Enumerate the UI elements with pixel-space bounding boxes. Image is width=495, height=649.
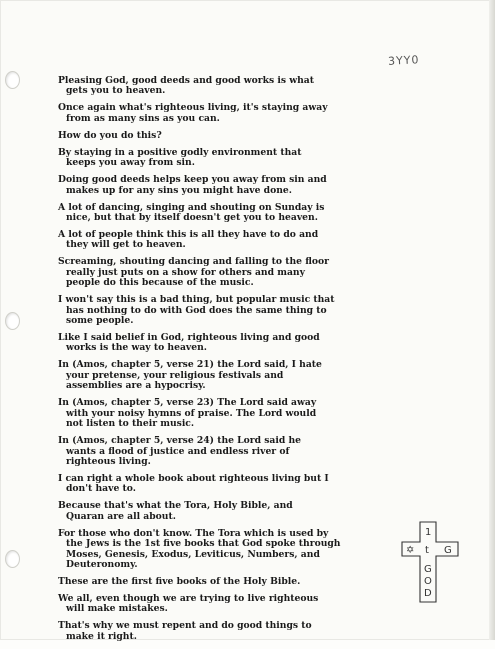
text-line: will make mistakes. (66, 603, 168, 615)
text-line: Screaming, shouting dancing and falling to the floor (58, 256, 329, 268)
text-line: works is the way to heaven. (66, 342, 207, 354)
text-line: Once again what's righteous living, it's staying away (58, 102, 328, 114)
text-line: That's why we must repent and do good things to (58, 620, 312, 632)
binder-hole-middle (6, 313, 19, 329)
paragraph (58, 76, 418, 97)
paragraph (58, 577, 418, 587)
text-line: with your noisy hymns of praise. The Lord would (66, 407, 317, 419)
text-line: These are the first five books of the Holy Bible. (58, 575, 301, 587)
text-line: make it right. (66, 630, 137, 642)
text-line: has nothing to do with God does the same thing to (66, 304, 327, 316)
text-line: Moses, Genesis, Exodus, Leviticus, Numbers, and (66, 548, 320, 560)
text-line: nice, but that by itself doesn't get you to heaven. (66, 212, 318, 224)
text-line: keeps you away from sin. (66, 157, 195, 169)
text-line: We all, even though we are trying to live righteous (58, 592, 319, 604)
body-text (58, 76, 418, 649)
cross-middle-text: t (425, 545, 429, 556)
paragraph (58, 295, 418, 326)
text-line: wants a flood of justice and endless river of (66, 445, 290, 457)
text-line: For those who don't know. The Tora which is used by (58, 527, 329, 539)
text-line: In (Amos, chapter 5, verse 21) the Lord said, I hate (58, 359, 322, 371)
paragraph (58, 360, 418, 391)
paragraph (58, 148, 418, 169)
binder-hole-bottom (6, 551, 19, 567)
text-line: really just puts on a show for others and many (66, 266, 305, 278)
cross-top-text: 1 (425, 527, 432, 538)
text-line: people do this because of the music. (66, 277, 254, 289)
text-line: don't have to. (66, 483, 136, 495)
paragraph (58, 203, 418, 224)
paragraph (58, 175, 418, 196)
paragraph (58, 103, 418, 124)
text-line: Quaran are all about. (66, 510, 176, 522)
paragraph (58, 131, 418, 141)
cross-right-text: G (444, 545, 452, 556)
text-line: some people. (66, 315, 134, 327)
cross-bottom-text-1: G (424, 564, 432, 575)
text-line: not listen to their music. (66, 418, 195, 430)
text-line: How do you do this? (58, 129, 162, 141)
text-line: Doing good deeds helps keep you away from sin and (58, 174, 327, 186)
text-line: Because that's what the Tora, Holy Bible, and (58, 500, 293, 512)
text-line: the Jews is the 1st five books that God spoke through (66, 538, 341, 550)
text-line: Deuteronomy. (66, 558, 138, 570)
text-line: righteous living. (66, 455, 151, 467)
text-line: In (Amos, chapter 5, verse 24) the Lord said he (58, 435, 301, 447)
cross-left-text: ✡ (406, 545, 415, 556)
binder-hole-top (6, 72, 19, 88)
page-edge (489, 0, 495, 640)
text-line: gets you to heaven. (66, 85, 166, 97)
text-line: they will get to heaven. (66, 239, 186, 251)
paragraph (58, 474, 418, 495)
paragraph (58, 501, 418, 522)
paragraph (58, 333, 418, 354)
text-line: assemblies are a hypocrisy. (66, 380, 206, 392)
text-line: from as many sins as you can. (66, 112, 220, 124)
text-line: Like I said belief in God, righteous living and good (58, 332, 320, 344)
text-line: By staying in a positive godly environment that (58, 146, 302, 158)
paragraph (58, 621, 418, 642)
text-line: I can right a whole book about righteous living but I (58, 472, 329, 484)
paragraph (58, 594, 418, 615)
text-line: A lot of people think this is all they have to do and (58, 229, 319, 241)
text-line: makes up for any sins you might have done. (66, 184, 292, 196)
text-line: Pleasing God, good deeds and good works is what (58, 75, 314, 86)
paragraph (58, 436, 418, 467)
text-line: A lot of dancing, singing and shouting on Sunday is (58, 201, 325, 213)
cross-icon (398, 520, 468, 605)
paragraph (58, 257, 418, 288)
text-line: your pretense, your religious festivals and (66, 369, 284, 381)
paragraph (58, 230, 418, 251)
paragraph (58, 398, 418, 429)
page-number: 3YY0 (387, 53, 420, 68)
text-line: I won't say this is a bad thing, but popular music that (58, 294, 335, 306)
cross-bottom-text-3: D (424, 588, 432, 599)
paragraph (58, 529, 418, 571)
cross-bottom-text-2: O (424, 576, 432, 587)
text-line: In (Amos, chapter 5, verse 23) The Lord said away (58, 397, 317, 409)
cross-drawing (398, 520, 468, 605)
